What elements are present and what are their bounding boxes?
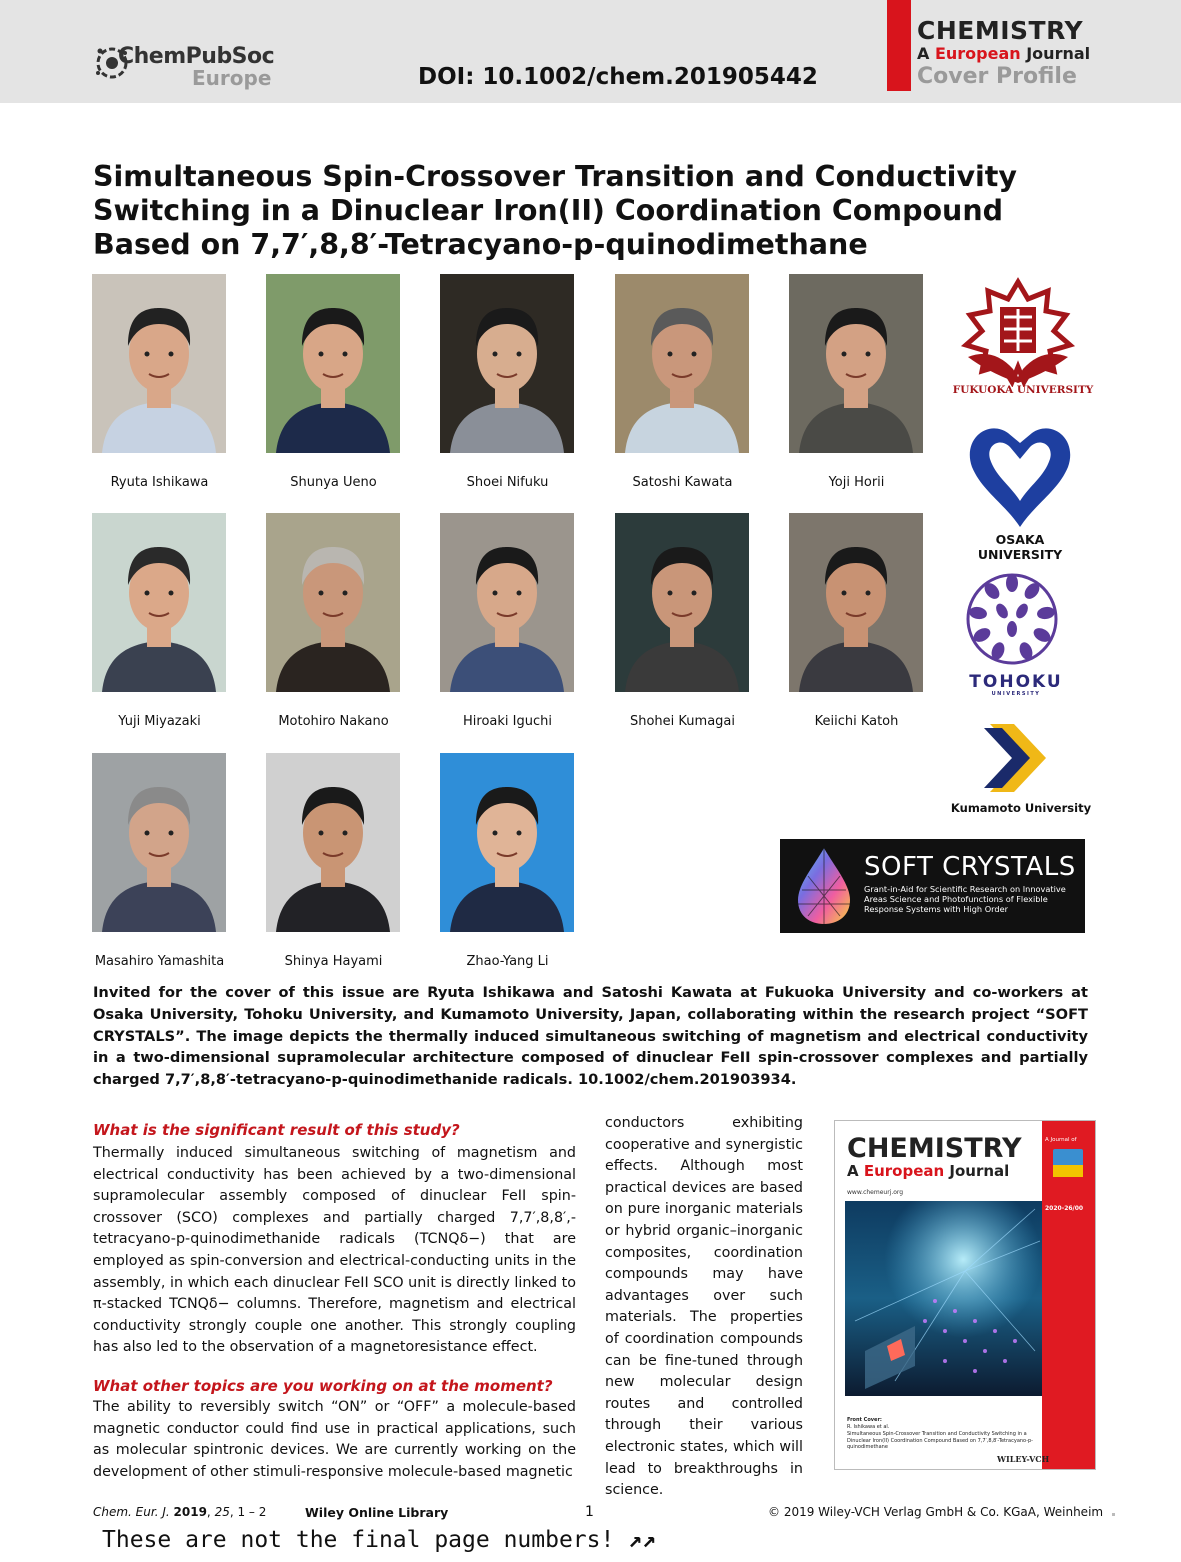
journal-sub-journal: Journal	[1020, 44, 1091, 63]
cover-url: www.chemeurj.org	[847, 1189, 904, 1196]
author-photo	[266, 753, 400, 932]
author-photo	[789, 274, 923, 453]
question-2: What other topics are you working on at the moment?	[93, 1377, 553, 1395]
author-name: Shunya Ueno	[290, 475, 377, 490]
footer-copyright: © 2019 Wiley-VCH Verlag GmbH & Co. KGaA, Weinheim	[768, 1505, 1104, 1519]
author-photo	[266, 513, 400, 692]
journal-subtitle	[917, 44, 1090, 63]
cover-journal-title: CHEMISTRY	[847, 1133, 1022, 1164]
author-photo	[440, 513, 574, 692]
author-photo	[615, 513, 749, 692]
journal-title: CHEMISTRY	[917, 16, 1084, 45]
tohoku-university-sub: UNIVERSITY	[991, 691, 1041, 697]
footer-citation: Chem. Eur. J. 2019, 25, 1 – 2	[93, 1505, 267, 1519]
notice-arrows-icon: ↗↗	[628, 1527, 656, 1553]
portrait-icon	[92, 274, 226, 453]
publisher-name: ChemPubSoc	[118, 44, 275, 69]
tohoku-university-logo	[952, 569, 1072, 669]
author-photo	[92, 513, 226, 692]
journal-cover-thumbnail	[834, 1120, 1096, 1470]
footer-pages: , 1 – 2	[229, 1505, 267, 1519]
author-photo	[789, 513, 923, 692]
author-photo	[92, 753, 226, 932]
journal-red-bar	[887, 0, 911, 91]
author-name: Yuji Miyazaki	[118, 714, 201, 729]
final-page-notice	[102, 1527, 656, 1553]
portrait-icon	[266, 274, 400, 453]
author-photo	[440, 274, 574, 453]
portrait-icon	[615, 274, 749, 453]
cover-article: Simultaneous Spin-Crossover Transition and Conductivity Switching in a Dinuclear Iron(II) Coordination Compound Based on 7,7′,8,8′-Tetracyano-p-quinodimethane	[847, 1431, 1033, 1450]
cover-sub-european: European	[863, 1162, 945, 1180]
portrait-icon	[266, 753, 400, 932]
author-name: Hiroaki Iguchi	[463, 714, 552, 729]
soft-crystals-title: SOFT CRYSTALS	[864, 852, 1076, 882]
osaka-university-logo	[958, 419, 1082, 529]
author-name: Shohei Kumagai	[629, 714, 735, 729]
author-photo	[615, 274, 749, 453]
author-name: Keiichi Katoh	[814, 714, 899, 729]
author-name: Ryuta Ishikawa	[110, 475, 209, 490]
answer-1: Thermally induced simultaneous switching of magnetism and electrical conductivity has been achieved by a two-dimensional supramolecular assembly composed of dinuclear FeII spin-crossover (SCO) complexes and partially charged 7,7′,8,8′,-tetracyano-p-quinodimethanide radicals (TCNQδ−) that are employed as spin-conversion and electrical-conducting units in the assembly, in which each dinuclear FeII SCO unit is directly linked to π-stacked TCNQδ− columns. Therefore, magnetism and electrical conductivity strongly couple one another. This strongly coupling has also led to the observation of a magnetoresistance effect.	[93, 1145, 576, 1356]
question-1: What is the significant result of this study?	[93, 1121, 460, 1139]
portrait-icon	[440, 753, 574, 932]
cover-sub-journal: Journal	[944, 1162, 1010, 1180]
journal-sub-european: European	[934, 44, 1021, 63]
answer-2-continued: conductors exhibiting cooperative and synergistic effects. Although most practical devices are based on pure inorganic materials or hybrid organic–inorganic composites, coordination compounds may have advantages over such materials. The properties of coordination compounds can be fine-tuned through new molecular design routes and controlled through their various electronic states, which will lead to breakthroughs in science.	[605, 1115, 804, 1499]
cover-tag: A Journal of	[1045, 1137, 1077, 1143]
author-name: Motohiro Nakano	[278, 714, 389, 729]
author-name: Zhao-Yang Li	[466, 954, 549, 969]
portrait-icon	[266, 513, 400, 692]
page-number: 1	[585, 1504, 594, 1520]
portrait-icon	[615, 513, 749, 692]
crystal-gem-icon	[794, 846, 854, 926]
author-name: Yoji Horii	[828, 475, 885, 490]
portrait-icon	[789, 274, 923, 453]
cover-abstract: Invited for the cover of this issue are Ryuta Ishikawa and Satoshi Kawata at Fukuoka University and co-workers at Osaka University, Tohoku University, and Kumamoto University, Japan, collaborating within the research project “SOFT CRYSTALS”. The image depicts the thermally induced simultaneous switching of magnetism and electrical conductivity in a two-dimensional supramolecular architecture composed of dinuclear FeII spin-crossover complexes and partially charged 7,7′,8,8′-tetracyano-p-quinodimethanide radicals. 10.1002/chem.201903934.	[93, 984, 1088, 1089]
cover-publisher: WILEY-VCH	[997, 1454, 1050, 1464]
cover-front-label: Front Cover:	[847, 1417, 882, 1423]
author-name: Shoei Nifuku	[466, 475, 549, 490]
fukuoka-university-logo	[958, 277, 1078, 387]
cover-sub-a: A	[847, 1162, 864, 1180]
author-photo	[440, 753, 574, 932]
portrait-icon	[92, 513, 226, 692]
kumamoto-university-name: Kumamoto University	[950, 801, 1092, 815]
osaka-university-name: OSAKA UNIVERSITY	[977, 532, 1063, 562]
cover-issue: 2020-26/00	[1045, 1205, 1084, 1212]
portrait-icon	[789, 513, 923, 692]
footer-library[interactable]: Wiley Online Library	[305, 1505, 449, 1520]
author-name: Shinya Hayami	[284, 954, 383, 969]
fukuoka-university-name: FUKUOKA UNIVERSITY	[952, 384, 1094, 396]
portrait-icon	[440, 274, 574, 453]
tohoku-university-name: TOHOKU	[969, 672, 1063, 692]
answer-2: The ability to reversibly switch “ON” or “OFF” a molecule-based magnetic conductor could find use in practical applications, such as molecular spintronic devices. We are currently working on the development of other stimuli-responsive molecule-based magnetic	[93, 1399, 576, 1480]
soft-crystals-description: Grant-in-Aid for Scientific Research on Innovative Areas Science and Photofunctions of Flexible Response Systems with High Order	[864, 884, 1066, 914]
article-title: Simultaneous Spin-Crossover Transition and Conductivity Switching in a Dinuclear Iron(II) Coordination Compound Based on 7,7′,8,8′-Tetracyano-p-quinodimethane	[93, 160, 1017, 261]
section-label: Cover Profile	[917, 64, 1077, 89]
author-photo	[266, 274, 400, 453]
cover-journal-subtitle	[847, 1162, 1009, 1180]
footer-volume: 25	[214, 1505, 230, 1519]
footer-dot	[1112, 1513, 1115, 1516]
footer-journal: Chem. Eur. J.	[93, 1505, 170, 1519]
notice-text: These are not the final page numbers!	[102, 1527, 615, 1553]
author-photo	[92, 274, 226, 453]
portrait-icon	[92, 753, 226, 932]
portrait-icon	[440, 513, 574, 692]
author-name: Satoshi Kawata	[632, 475, 733, 490]
publisher-sub: Europe	[192, 66, 272, 90]
footer-year: 2019	[173, 1505, 207, 1519]
kumamoto-university-logo	[984, 722, 1054, 792]
cover-authors: R. Ishikawa et al.	[847, 1424, 890, 1430]
author-name: Masahiro Yamashita	[94, 954, 225, 969]
journal-sub-a: A	[917, 44, 935, 63]
doi-label: DOI: 10.1002/chem.201905442	[418, 64, 818, 90]
